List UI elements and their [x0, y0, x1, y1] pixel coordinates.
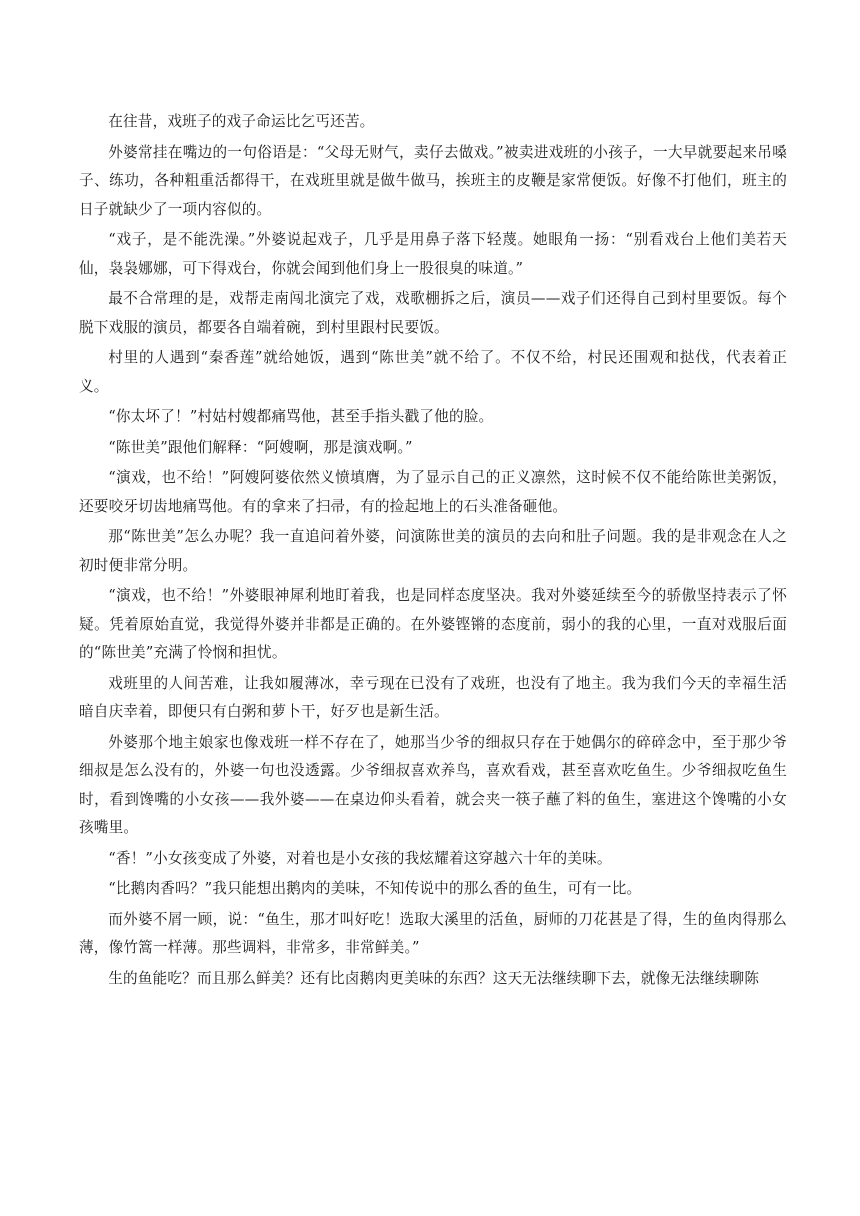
paragraph-15: 而外婆不屑一顾，说：“鱼生，那才叫好吃！选取大溪里的活鱼，厨师的刀花甚是了得，生的鱼肉得那么薄，像竹篙一样薄。那些调料，非常多，非常鲜美。” [79, 910, 787, 956]
paragraph-6: “你太坏了！”村姑村嫂都痛骂他，甚至手指头戳了他的脸。 [108, 408, 494, 425]
paragraph-9: 那“陈世美”怎么办呢？我一直追问着外婆，问演陈世美的演员的去向和肚子问题。我的是非观念在人之初时便非常分明。 [79, 528, 787, 574]
article-body [79, 108, 787, 995]
paragraph-11: 戏班里的人间苦难，让我如履薄冰，幸亏现在已没有了戏班，也没有了地主。我为我们今天的幸福生活暗自庆幸着，即便只有白粥和萝卜干，好歹也是新生活。 [79, 674, 787, 720]
paragraph-16: 生的鱼能吃？而且那么鲜美？还有比卤鹅肉更美味的东西？这天无法继续聊下去，就像无法继续聊陈 [108, 969, 760, 987]
paragraph-13: “香！”小女孩变成了外婆，对着也是小女孩的我炫耀着这穿越六十年的美味。 [108, 849, 612, 867]
paragraph-14: “比鹅肉香吗？”我只能想出鹅肉的美味，不知传说中的那么香的鱼生，可有一比。 [108, 880, 642, 897]
paragraph-3: “戏子，是不能洗澡。”外婆说起戏子，几乎是用鼻子落下轻蔑。她眼角一扬：“别看戏台上他们美若天仙，袅袅娜娜，可下得戏台，你就会闻到他们身上一股很臭的味道。” [79, 231, 787, 277]
paragraph-10: “演戏，也不给！”外婆眼神犀利地盯着我，也是同样态度坚决。我对外婆延续至今的骄傲坚持表示了怀疑。凭着原始直觉，我觉得外婆并非都是正确的。在外婆铿锵的态度前，弱小的我的心里，一直对戏服后面的“陈世美”充满了怜悯和担忧。 [79, 587, 787, 661]
paragraph-1: 在往昔，戏班子的戏子命运比乞丐还苦。 [108, 113, 375, 130]
paragraph-2: 外婆常挂在嘴边的一句俗语是：“父母无财气，卖仔去做戏。”被卖进戏班的小孩子，一大早就要起来吊嗓子、练功，各种粗重活都得干，在戏班里就是做牛做马，挨班主的皮鞭是家常便饭。好像不打他们，班主的日子就缺少了一项内容似的。 [79, 143, 787, 218]
paragraph-7: “陈世美”跟他们解释：“阿嫂啊，那是演戏啊。” [108, 438, 413, 456]
paragraph-4: 最不合常理的是，戏帮走南闯北演完了戏，戏歌棚拆之后，演员——戏子们还得自己到村里要饭。每个脱下戏服的演员，都要各自端着碗，到村里跟村民要饭。 [79, 290, 787, 336]
paragraph-8: “演戏，也不给！”阿嫂阿婆依然义愤填膺，为了显示自己的正义凛然，这时候不仅不能给陈世美粥饭，还要咬牙切齿地痛骂他。有的拿来了扫帚，有的捡起地上的石头准备砸他。 [79, 469, 787, 515]
paragraph-5: 村里的人遇到“秦香莲”就给她饭，遇到“陈世美”就不给了。不仅不给，村民还围观和挞伐，代表着正义。 [79, 349, 787, 395]
paragraph-12: 外婆那个地主娘家也像戏班一样不存在了，她那当少爷的细叔只存在于她偶尔的碎碎念中，至于那少爷细叔是怎么没有的，外婆一句也没透露。少爷细叔喜欢养鸟，喜欢看戏，甚至喜欢吃鱼生。少爷细叔吃鱼生时，看到馋嘴的小女孩——我外婆——在桌边仰头看着，就会夹一筷子蘸了料的鱼生，塞进这个馋嘴的小女孩嘴里。 [79, 733, 787, 836]
